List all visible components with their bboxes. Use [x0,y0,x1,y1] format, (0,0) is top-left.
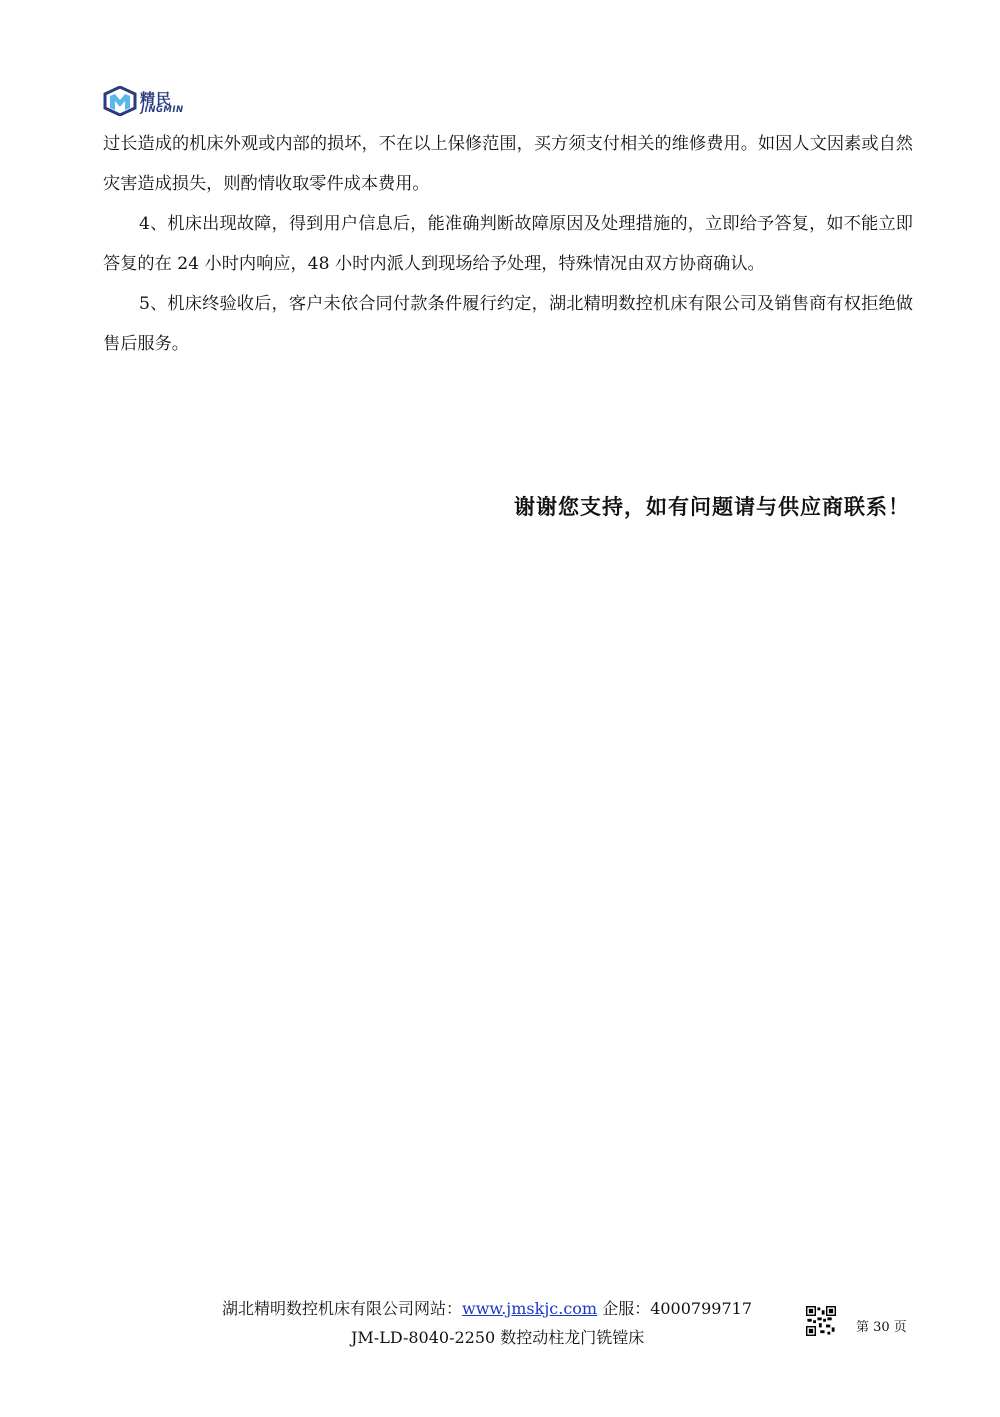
footer-hotline: 企服：4000799717 [597,1299,752,1318]
footer-company-label: 湖北精明数控机床有限公司网站： [222,1299,463,1318]
logo-english-text: JINGMIN [141,105,184,115]
paragraph-fault-response: 4、机床出现故障，得到用户信息后，能准确判断故障原因及处理措施的，立即给予答复，如不能立即答复的在 24 小时内响应，48 小时内派人到现场给予处理，特殊情况由双方协商确认。 [103,214,913,274]
page-footer [0,1296,1000,1356]
document-body [103,124,913,364]
company-logo [103,86,203,116]
paragraph-payment-condition: 5、机床终验收后，客户未依合同付款条件履行约定，湖北精明数控机床有限公司及销售商有权拒绝做售后服务。 [103,294,913,354]
qr-code-icon [806,1306,836,1336]
website-link[interactable]: www.jmskjc.com [462,1299,598,1318]
logo-chinese-text: 精民 [140,90,173,108]
page-number: 第 30 页 [856,1320,907,1335]
footer-model-line: JM-LD-8040-2250 数控动柱龙门铣镗床 [351,1328,645,1347]
paragraph-warranty-exclusion: 过长造成的机床外观或内部的损坏，不在以上保修范围，买方须支付相关的维修费用。如因人文因素或自然灾害造成损失，则酌情收取零件成本费用。 [103,134,913,194]
footer-contact-line [222,1296,752,1319]
jingmin-logo-icon [103,86,137,116]
thanks-message: 谢谢您支持，如有问题请与供应商联系！ [514,495,910,519]
